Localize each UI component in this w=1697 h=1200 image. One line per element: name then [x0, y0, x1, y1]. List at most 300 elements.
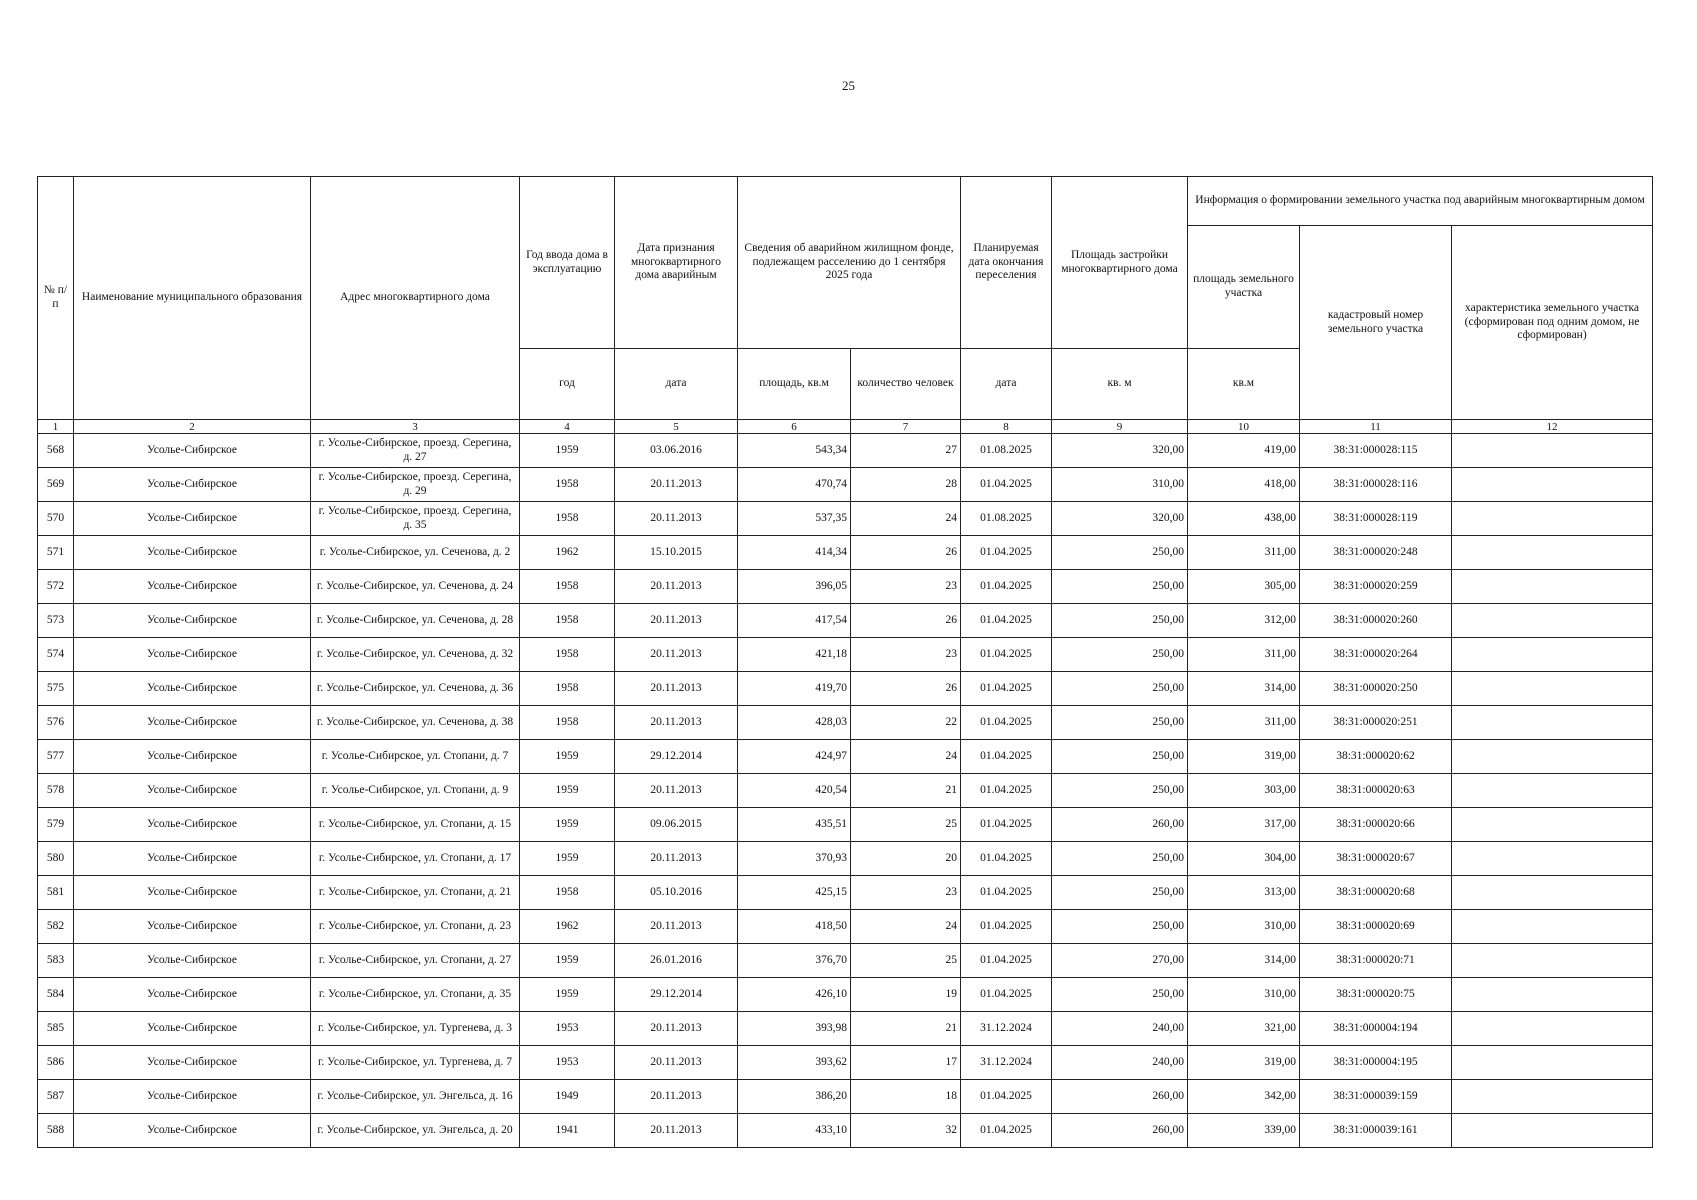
- land-characteristic-cell: [1452, 434, 1653, 468]
- land-characteristic-cell: [1452, 706, 1653, 740]
- land-area-cell: 419,00: [1188, 434, 1300, 468]
- column-number: 12: [1452, 420, 1653, 434]
- land-area-cell: 313,00: [1188, 876, 1300, 910]
- land-characteristic-cell: [1452, 842, 1653, 876]
- year-built-cell: 1941: [520, 1114, 615, 1148]
- area-cell: 419,70: [738, 672, 851, 706]
- people-count-cell: 27: [851, 434, 961, 468]
- land-area-cell: 321,00: [1188, 1012, 1300, 1046]
- cadastral-number-cell: 38:31:000020:250: [1300, 672, 1452, 706]
- header-address: Адрес многоквартирного дома: [311, 177, 520, 420]
- address-cell: г. Усолье-Сибирское, ул. Сеченова, д. 32: [311, 638, 520, 672]
- municipality-cell: Усолье-Сибирское: [74, 808, 311, 842]
- planned-date-cell: 01.04.2025: [961, 570, 1052, 604]
- table-row: [38, 944, 1653, 978]
- table-row: [38, 536, 1653, 570]
- planned-date-cell: 01.04.2025: [961, 468, 1052, 502]
- year-built-cell: 1953: [520, 1046, 615, 1080]
- column-number: 11: [1300, 420, 1452, 434]
- building-area-cell: 260,00: [1052, 1080, 1188, 1114]
- year-built-cell: 1959: [520, 774, 615, 808]
- land-area-cell: 310,00: [1188, 910, 1300, 944]
- table-row: [38, 434, 1653, 468]
- row-number: 568: [38, 434, 74, 468]
- recognition-date-cell: 20.11.2013: [615, 672, 738, 706]
- header-building-area: Площадь застройки многоквартирного дома: [1052, 177, 1188, 349]
- header-date-recognized: Дата признания многоквартирного дома аварийным: [615, 177, 738, 349]
- row-number: 580: [38, 842, 74, 876]
- header-land-info: Информация о формировании земельного участка под аварийным многоквартирным домом: [1188, 177, 1653, 226]
- area-cell: 396,05: [738, 570, 851, 604]
- municipality-cell: Усолье-Сибирское: [74, 978, 311, 1012]
- unit-land-area: кв.м: [1188, 349, 1300, 420]
- area-cell: 393,98: [738, 1012, 851, 1046]
- building-area-cell: 250,00: [1052, 706, 1188, 740]
- area-cell: 433,10: [738, 1114, 851, 1148]
- building-area-cell: 250,00: [1052, 774, 1188, 808]
- year-built-cell: 1953: [520, 1012, 615, 1046]
- building-area-cell: 250,00: [1052, 842, 1188, 876]
- cadastral-number-cell: 38:31:000020:75: [1300, 978, 1452, 1012]
- recognition-date-cell: 20.11.2013: [615, 1046, 738, 1080]
- cadastral-number-cell: 38:31:000020:264: [1300, 638, 1452, 672]
- area-cell: 425,15: [738, 876, 851, 910]
- cadastral-number-cell: 38:31:000020:251: [1300, 706, 1452, 740]
- address-cell: г. Усолье-Сибирское, ул. Сеченова, д. 28: [311, 604, 520, 638]
- people-count-cell: 24: [851, 502, 961, 536]
- cadastral-number-cell: 38:31:000028:116: [1300, 468, 1452, 502]
- address-cell: г. Усолье-Сибирское, ул. Стопани, д. 15: [311, 808, 520, 842]
- header-emergency-fund: Сведения об аварийном жилищном фонде, подлежащем расселению до 1 сентября 2025 года: [738, 177, 961, 349]
- people-count-cell: 22: [851, 706, 961, 740]
- unit-building-area: кв. м: [1052, 349, 1188, 420]
- area-cell: 470,74: [738, 468, 851, 502]
- cadastral-number-cell: 38:31:000039:161: [1300, 1114, 1452, 1148]
- municipality-cell: Усолье-Сибирское: [74, 774, 311, 808]
- building-area-cell: 250,00: [1052, 978, 1188, 1012]
- recognition-date-cell: 20.11.2013: [615, 1080, 738, 1114]
- people-count-cell: 18: [851, 1080, 961, 1114]
- planned-date-cell: 01.08.2025: [961, 434, 1052, 468]
- planned-date-cell: 01.04.2025: [961, 978, 1052, 1012]
- building-area-cell: 240,00: [1052, 1046, 1188, 1080]
- land-characteristic-cell: [1452, 502, 1653, 536]
- row-number: 569: [38, 468, 74, 502]
- address-cell: г. Усолье-Сибирское, ул. Сеченова, д. 2: [311, 536, 520, 570]
- people-count-cell: 24: [851, 910, 961, 944]
- row-number: 583: [38, 944, 74, 978]
- cadastral-number-cell: 38:31:000020:66: [1300, 808, 1452, 842]
- building-area-cell: 250,00: [1052, 672, 1188, 706]
- area-cell: 543,34: [738, 434, 851, 468]
- column-number: 3: [311, 420, 520, 434]
- header-municipality: Наименование муниципального образования: [74, 177, 311, 420]
- building-area-cell: 250,00: [1052, 638, 1188, 672]
- table-row: [38, 502, 1653, 536]
- planned-date-cell: 31.12.2024: [961, 1012, 1052, 1046]
- planned-date-cell: 31.12.2024: [961, 1046, 1052, 1080]
- year-built-cell: 1958: [520, 604, 615, 638]
- planned-date-cell: 01.04.2025: [961, 808, 1052, 842]
- cadastral-number-cell: 38:31:000028:115: [1300, 434, 1452, 468]
- recognition-date-cell: 20.11.2013: [615, 842, 738, 876]
- header-cadastral: кадастровый номер земельного участка: [1300, 226, 1452, 420]
- land-area-cell: 339,00: [1188, 1114, 1300, 1148]
- year-built-cell: 1958: [520, 468, 615, 502]
- column-number: 5: [615, 420, 738, 434]
- table-row: [38, 604, 1653, 638]
- people-count-cell: 23: [851, 876, 961, 910]
- recognition-date-cell: 29.12.2014: [615, 740, 738, 774]
- planned-date-cell: 01.04.2025: [961, 706, 1052, 740]
- year-built-cell: 1958: [520, 706, 615, 740]
- year-built-cell: 1958: [520, 570, 615, 604]
- unit-year: год: [520, 349, 615, 420]
- land-characteristic-cell: [1452, 910, 1653, 944]
- building-area-cell: 250,00: [1052, 570, 1188, 604]
- land-area-cell: 304,00: [1188, 842, 1300, 876]
- building-area-cell: 250,00: [1052, 740, 1188, 774]
- planned-date-cell: 01.04.2025: [961, 774, 1052, 808]
- table-row: [38, 1046, 1653, 1080]
- address-cell: г. Усолье-Сибирское, ул. Тургенева, д. 7: [311, 1046, 520, 1080]
- cadastral-number-cell: 38:31:000028:119: [1300, 502, 1452, 536]
- planned-date-cell: 01.04.2025: [961, 876, 1052, 910]
- address-cell: г. Усолье-Сибирское, ул. Сеченова, д. 24: [311, 570, 520, 604]
- people-count-cell: 26: [851, 536, 961, 570]
- municipality-cell: Усолье-Сибирское: [74, 468, 311, 502]
- municipality-cell: Усолье-Сибирское: [74, 434, 311, 468]
- planned-date-cell: 01.04.2025: [961, 638, 1052, 672]
- building-area-cell: 270,00: [1052, 944, 1188, 978]
- building-area-cell: 240,00: [1052, 1012, 1188, 1046]
- address-cell: г. Усолье-Сибирское, проезд. Серегина, д. 27: [311, 434, 520, 468]
- address-cell: г. Усолье-Сибирское, ул. Стопани, д. 21: [311, 876, 520, 910]
- table-row: [38, 978, 1653, 1012]
- land-area-cell: 310,00: [1188, 978, 1300, 1012]
- land-area-cell: 418,00: [1188, 468, 1300, 502]
- table-row: [38, 638, 1653, 672]
- recognition-date-cell: 20.11.2013: [615, 570, 738, 604]
- land-characteristic-cell: [1452, 774, 1653, 808]
- municipality-cell: Усолье-Сибирское: [74, 672, 311, 706]
- table-row: [38, 570, 1653, 604]
- cadastral-number-cell: 38:31:000020:260: [1300, 604, 1452, 638]
- year-built-cell: 1959: [520, 434, 615, 468]
- land-area-cell: 314,00: [1188, 944, 1300, 978]
- header-planned-date: Планируемая дата окончания переселения: [961, 177, 1052, 349]
- row-number: 573: [38, 604, 74, 638]
- address-cell: г. Усолье-Сибирское, ул. Тургенева, д. 3: [311, 1012, 520, 1046]
- planned-date-cell: 01.04.2025: [961, 944, 1052, 978]
- land-characteristic-cell: [1452, 978, 1653, 1012]
- table-body: [38, 434, 1653, 1148]
- address-cell: г. Усолье-Сибирское, ул. Стопани, д. 17: [311, 842, 520, 876]
- row-number: 579: [38, 808, 74, 842]
- area-cell: 417,54: [738, 604, 851, 638]
- municipality-cell: Усолье-Сибирское: [74, 604, 311, 638]
- municipality-cell: Усолье-Сибирское: [74, 570, 311, 604]
- planned-date-cell: 01.04.2025: [961, 536, 1052, 570]
- year-built-cell: 1959: [520, 808, 615, 842]
- building-area-cell: 260,00: [1052, 1114, 1188, 1148]
- page-number: 25: [842, 78, 855, 93]
- table-row: [38, 774, 1653, 808]
- address-cell: г. Усолье-Сибирское, ул. Сеченова, д. 36: [311, 672, 520, 706]
- land-characteristic-cell: [1452, 740, 1653, 774]
- column-number: 2: [74, 420, 311, 434]
- row-number: 586: [38, 1046, 74, 1080]
- area-cell: 393,62: [738, 1046, 851, 1080]
- people-count-cell: 32: [851, 1114, 961, 1148]
- area-cell: 428,03: [738, 706, 851, 740]
- building-area-cell: 250,00: [1052, 876, 1188, 910]
- year-built-cell: 1962: [520, 910, 615, 944]
- year-built-cell: 1959: [520, 978, 615, 1012]
- land-area-cell: 317,00: [1188, 808, 1300, 842]
- land-characteristic-cell: [1452, 1012, 1653, 1046]
- land-area-cell: 319,00: [1188, 1046, 1300, 1080]
- municipality-cell: Усолье-Сибирское: [74, 842, 311, 876]
- row-number: 588: [38, 1114, 74, 1148]
- land-characteristic-cell: [1452, 876, 1653, 910]
- people-count-cell: 24: [851, 740, 961, 774]
- area-cell: 435,51: [738, 808, 851, 842]
- building-area-cell: 250,00: [1052, 536, 1188, 570]
- land-characteristic-cell: [1452, 1080, 1653, 1114]
- recognition-date-cell: 29.12.2014: [615, 978, 738, 1012]
- table-row: [38, 740, 1653, 774]
- year-built-cell: 1959: [520, 740, 615, 774]
- year-built-cell: 1949: [520, 1080, 615, 1114]
- people-count-cell: 23: [851, 638, 961, 672]
- column-numbers-row: [38, 420, 1653, 434]
- cadastral-number-cell: 38:31:000020:67: [1300, 842, 1452, 876]
- cadastral-number-cell: 38:31:000020:62: [1300, 740, 1452, 774]
- land-characteristic-cell: [1452, 468, 1653, 502]
- land-characteristic-cell: [1452, 536, 1653, 570]
- recognition-date-cell: 20.11.2013: [615, 638, 738, 672]
- municipality-cell: Усолье-Сибирское: [74, 502, 311, 536]
- row-number: 582: [38, 910, 74, 944]
- people-count-cell: 21: [851, 774, 961, 808]
- land-characteristic-cell: [1452, 808, 1653, 842]
- year-built-cell: 1959: [520, 944, 615, 978]
- land-area-cell: 319,00: [1188, 740, 1300, 774]
- header-num: № п/п: [38, 177, 74, 420]
- recognition-date-cell: 20.11.2013: [615, 706, 738, 740]
- building-area-cell: 250,00: [1052, 910, 1188, 944]
- area-cell: 418,50: [738, 910, 851, 944]
- table-row: [38, 910, 1653, 944]
- table-row: [38, 808, 1653, 842]
- table-row: [38, 876, 1653, 910]
- row-number: 584: [38, 978, 74, 1012]
- land-characteristic-cell: [1452, 672, 1653, 706]
- planned-date-cell: 01.04.2025: [961, 910, 1052, 944]
- land-area-cell: 438,00: [1188, 502, 1300, 536]
- row-number: 578: [38, 774, 74, 808]
- municipality-cell: Усолье-Сибирское: [74, 536, 311, 570]
- municipality-cell: Усолье-Сибирское: [74, 876, 311, 910]
- area-cell: 424,97: [738, 740, 851, 774]
- building-area-cell: 320,00: [1052, 502, 1188, 536]
- recognition-date-cell: 05.10.2016: [615, 876, 738, 910]
- building-area-cell: 310,00: [1052, 468, 1188, 502]
- cadastral-number-cell: 38:31:000020:69: [1300, 910, 1452, 944]
- people-count-cell: 17: [851, 1046, 961, 1080]
- planned-date-cell: 01.04.2025: [961, 740, 1052, 774]
- cadastral-number-cell: 38:31:000004:195: [1300, 1046, 1452, 1080]
- municipality-cell: Усолье-Сибирское: [74, 910, 311, 944]
- year-built-cell: 1959: [520, 842, 615, 876]
- recognition-date-cell: 20.11.2013: [615, 468, 738, 502]
- land-area-cell: 305,00: [1188, 570, 1300, 604]
- cadastral-number-cell: 38:31:000039:159: [1300, 1080, 1452, 1114]
- header-land-characteristic: характеристика земельного участка (сформирован под одним домом, не сформирован): [1452, 226, 1653, 420]
- column-number: 6: [738, 420, 851, 434]
- address-cell: г. Усолье-Сибирское, проезд. Серегина, д. 35: [311, 502, 520, 536]
- table-row: [38, 842, 1653, 876]
- header-land-area: площадь земельного участка: [1188, 226, 1300, 349]
- cadastral-number-cell: 38:31:000020:248: [1300, 536, 1452, 570]
- recognition-date-cell: 20.11.2013: [615, 502, 738, 536]
- planned-date-cell: 01.04.2025: [961, 1114, 1052, 1148]
- table-row: [38, 706, 1653, 740]
- table-row: [38, 672, 1653, 706]
- row-number: 581: [38, 876, 74, 910]
- land-area-cell: 311,00: [1188, 638, 1300, 672]
- unit-area: площадь, кв.м: [738, 349, 851, 420]
- unit-plan-date: дата: [961, 349, 1052, 420]
- emergency-housing-table: [37, 176, 1653, 1148]
- people-count-cell: 25: [851, 808, 961, 842]
- column-number: 9: [1052, 420, 1188, 434]
- municipality-cell: Усолье-Сибирское: [74, 1046, 311, 1080]
- cadastral-number-cell: 38:31:000020:68: [1300, 876, 1452, 910]
- land-area-cell: 311,00: [1188, 536, 1300, 570]
- area-cell: 370,93: [738, 842, 851, 876]
- year-built-cell: 1958: [520, 672, 615, 706]
- row-number: 585: [38, 1012, 74, 1046]
- column-number: 4: [520, 420, 615, 434]
- table-row: [38, 1080, 1653, 1114]
- municipality-cell: Усолье-Сибирское: [74, 1114, 311, 1148]
- address-cell: г. Усолье-Сибирское, ул. Сеченова, д. 38: [311, 706, 520, 740]
- land-characteristic-cell: [1452, 570, 1653, 604]
- recognition-date-cell: 20.11.2013: [615, 1012, 738, 1046]
- recognition-date-cell: 20.11.2013: [615, 774, 738, 808]
- recognition-date-cell: 15.10.2015: [615, 536, 738, 570]
- land-characteristic-cell: [1452, 604, 1653, 638]
- people-count-cell: 19: [851, 978, 961, 1012]
- address-cell: г. Усолье-Сибирское, ул. Энгельса, д. 16: [311, 1080, 520, 1114]
- address-cell: г. Усолье-Сибирское, ул. Стопани, д. 7: [311, 740, 520, 774]
- row-number: 574: [38, 638, 74, 672]
- recognition-date-cell: 03.06.2016: [615, 434, 738, 468]
- row-number: 577: [38, 740, 74, 774]
- land-area-cell: 311,00: [1188, 706, 1300, 740]
- table-row: [38, 1114, 1653, 1148]
- row-number: 571: [38, 536, 74, 570]
- area-cell: 537,35: [738, 502, 851, 536]
- table-header: [38, 177, 1653, 434]
- year-built-cell: 1962: [520, 536, 615, 570]
- recognition-date-cell: 20.11.2013: [615, 604, 738, 638]
- people-count-cell: 26: [851, 604, 961, 638]
- land-characteristic-cell: [1452, 638, 1653, 672]
- land-area-cell: 342,00: [1188, 1080, 1300, 1114]
- land-area-cell: 303,00: [1188, 774, 1300, 808]
- unit-people: количество человек: [851, 349, 961, 420]
- header-year-built: Год ввода дома в эксплуатацию: [520, 177, 615, 349]
- area-cell: 386,20: [738, 1080, 851, 1114]
- people-count-cell: 25: [851, 944, 961, 978]
- row-number: 576: [38, 706, 74, 740]
- column-number: 7: [851, 420, 961, 434]
- planned-date-cell: 01.04.2025: [961, 842, 1052, 876]
- table-row: [38, 1012, 1653, 1046]
- municipality-cell: Усолье-Сибирское: [74, 740, 311, 774]
- people-count-cell: 23: [851, 570, 961, 604]
- row-number: 575: [38, 672, 74, 706]
- row-number: 570: [38, 502, 74, 536]
- municipality-cell: Усолье-Сибирское: [74, 944, 311, 978]
- cadastral-number-cell: 38:31:000004:194: [1300, 1012, 1452, 1046]
- area-cell: 376,70: [738, 944, 851, 978]
- area-cell: 426,10: [738, 978, 851, 1012]
- land-characteristic-cell: [1452, 944, 1653, 978]
- year-built-cell: 1958: [520, 638, 615, 672]
- area-cell: 421,18: [738, 638, 851, 672]
- land-characteristic-cell: [1452, 1046, 1653, 1080]
- land-characteristic-cell: [1452, 1114, 1653, 1148]
- area-cell: 420,54: [738, 774, 851, 808]
- land-area-cell: 314,00: [1188, 672, 1300, 706]
- planned-date-cell: 01.08.2025: [961, 502, 1052, 536]
- address-cell: г. Усолье-Сибирское, ул. Стопани, д. 27: [311, 944, 520, 978]
- people-count-cell: 28: [851, 468, 961, 502]
- column-number: 10: [1188, 420, 1300, 434]
- address-cell: г. Усолье-Сибирское, проезд. Серегина, д. 29: [311, 468, 520, 502]
- recognition-date-cell: 20.11.2013: [615, 1114, 738, 1148]
- cadastral-number-cell: 38:31:000020:259: [1300, 570, 1452, 604]
- land-area-cell: 312,00: [1188, 604, 1300, 638]
- cadastral-number-cell: 38:31:000020:63: [1300, 774, 1452, 808]
- people-count-cell: 21: [851, 1012, 961, 1046]
- column-number: 1: [38, 420, 74, 434]
- cadastral-number-cell: 38:31:000020:71: [1300, 944, 1452, 978]
- recognition-date-cell: 26.01.2016: [615, 944, 738, 978]
- column-number: 8: [961, 420, 1052, 434]
- address-cell: г. Усолье-Сибирское, ул. Стопани, д. 23: [311, 910, 520, 944]
- year-built-cell: 1958: [520, 502, 615, 536]
- address-cell: г. Усолье-Сибирское, ул. Стопани, д. 9: [311, 774, 520, 808]
- building-area-cell: 250,00: [1052, 604, 1188, 638]
- year-built-cell: 1958: [520, 876, 615, 910]
- building-area-cell: 320,00: [1052, 434, 1188, 468]
- planned-date-cell: 01.04.2025: [961, 1080, 1052, 1114]
- row-number: 587: [38, 1080, 74, 1114]
- municipality-cell: Усолье-Сибирское: [74, 706, 311, 740]
- municipality-cell: Усолье-Сибирское: [74, 638, 311, 672]
- row-number: 572: [38, 570, 74, 604]
- area-cell: 414,34: [738, 536, 851, 570]
- people-count-cell: 26: [851, 672, 961, 706]
- recognition-date-cell: 09.06.2015: [615, 808, 738, 842]
- planned-date-cell: 01.04.2025: [961, 604, 1052, 638]
- building-area-cell: 260,00: [1052, 808, 1188, 842]
